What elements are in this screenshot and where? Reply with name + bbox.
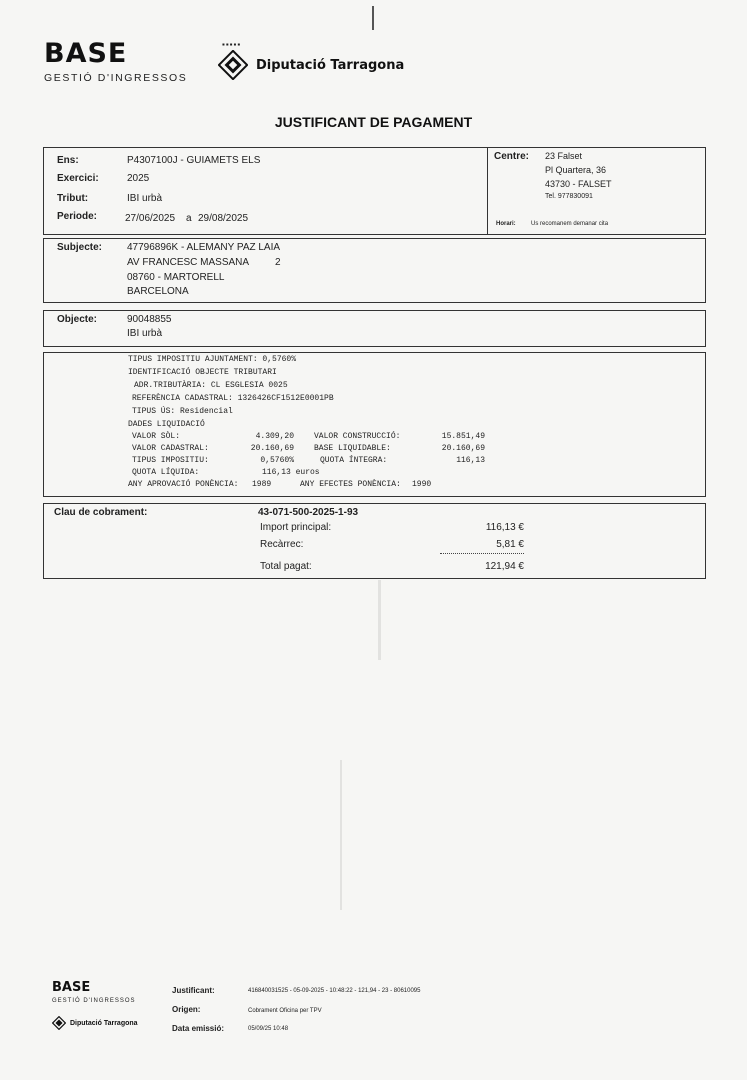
quota-liquida-label: QUOTA LÍQUIDA:	[132, 468, 200, 477]
diputacio-name: Diputació Tarragona	[256, 58, 405, 73]
diputacio-emblem-icon	[218, 50, 248, 80]
footer-origen-label: Origen:	[172, 1005, 201, 1014]
any-aprovacio-value: 1989	[252, 480, 272, 489]
centre-line-3: 43730 - FALSET	[545, 179, 612, 189]
any-efectes-value: 1990	[412, 480, 432, 489]
footer-diputacio-name: Diputació Tarragona	[70, 1020, 138, 1027]
footer-data-value: 05/09/25 10:48	[248, 1026, 289, 1032]
crown-icon: ▪▪▪▪▪	[222, 40, 242, 49]
valor-cadastral-value: 20.160,69	[250, 444, 294, 453]
footer-diputacio-emblem-icon	[52, 1016, 66, 1030]
tribut-label: Tribut:	[57, 193, 89, 204]
objecte-type: IBI urbà	[127, 328, 163, 339]
paper-crease	[340, 760, 342, 910]
centre-phone: Tel. 977830091	[545, 193, 593, 200]
subjecte-address: AV FRANCESC MASSANA	[127, 257, 250, 268]
footer-justificant-label: Justificant:	[172, 986, 215, 995]
subjecte-province: BARCELONA	[127, 286, 189, 297]
tipus-impositiu-label: TIPUS IMPOSITIU:	[132, 456, 209, 465]
total-separator	[440, 553, 524, 554]
dades-heading: DADES LIQUIDACIÓ	[128, 420, 205, 429]
subjecte-name: 47796896K - ALEMANY PAZ LAIA	[127, 242, 281, 253]
objecte-id: 90048855	[127, 314, 172, 325]
valor-construccio-label: VALOR CONSTRUCCIÓ:	[314, 432, 401, 441]
quota-liquida-value: 116,13 euros	[262, 468, 320, 477]
periode-separator: a	[186, 213, 192, 224]
horari-value: Us recomanem demanar cita	[531, 221, 609, 227]
footer-justificant-value: 416840031525 - 05-09-2025 - 10:48:22 - 121,94 - 23 - 80610095	[248, 988, 421, 994]
clau-cobrament-value: 43-071-500-2025-1-93	[258, 507, 359, 518]
ens-value: P4307100J - GUIAMETS ELS	[127, 155, 261, 166]
subjecte-label: Subjecte:	[57, 242, 103, 253]
valor-sol-label: VALOR SÒL:	[132, 432, 181, 441]
valor-sol-value: 4.309,20	[255, 432, 294, 441]
identificacio-heading: IDENTIFICACIÓ OBJECTE TRIBUTARI	[128, 368, 277, 377]
page-title: JUSTIFICANT DE PAGAMENT	[274, 114, 473, 130]
centre-line-2: Pl Quartera, 36	[545, 165, 607, 175]
base-liquidable-value: 20.160,69	[441, 444, 485, 453]
recarrec-label: Recàrrec:	[260, 539, 304, 550]
total-pagat-value: 121,94 €	[485, 561, 524, 572]
exercici-label: Exercici:	[57, 173, 99, 184]
subjecte-city: 08760 - MARTORELL	[127, 272, 225, 283]
recarrec-value: 5,81 €	[496, 539, 524, 550]
tipus-impositiu-value: 0,5760%	[260, 456, 294, 465]
subjecte-address-number: 2	[275, 257, 281, 268]
centre-label: Centre:	[494, 151, 530, 162]
base-logo-subtitle: GESTIÓ D'INGRESSOS	[44, 72, 188, 84]
objecte-label: Objecte:	[57, 314, 98, 325]
tipus-us: TIPUS ÚS: Residencial	[132, 407, 233, 416]
valor-construccio-value: 15.851,49	[441, 432, 485, 441]
import-principal-value: 116,13 €	[485, 522, 524, 533]
base-liquidable-label: BASE LIQUIDABLE:	[314, 444, 391, 453]
valor-cadastral-label: VALOR CADASTRAL:	[132, 444, 209, 453]
tribut-value: IBI urbà	[127, 193, 163, 204]
total-pagat-label: Total pagat:	[260, 561, 312, 572]
any-aprovacio-label: ANY APROVACIÓ PONÈNCIA:	[128, 480, 239, 489]
periode-from: 27/06/2025	[125, 213, 176, 224]
base-logo: BASE	[44, 38, 128, 69]
any-efectes-label: ANY EFECTES PONÈNCIA:	[300, 480, 401, 489]
quota-integra-value: 116,13	[456, 456, 485, 465]
paper-crease	[372, 6, 374, 30]
centre-line-1: 23 Falset	[545, 151, 583, 161]
periode-label: Periode:	[57, 211, 98, 222]
tipus-ajuntament: TIPUS IMPOSITIU AJUNTAMENT: 0,5760%	[128, 355, 297, 364]
periode-to: 29/08/2025	[198, 213, 249, 224]
paper-crease	[378, 580, 381, 660]
footer-data-label: Data emissió:	[172, 1024, 225, 1033]
ens-centre-divider	[487, 147, 488, 235]
referencia-cadastral: REFERÈNCIA CADASTRAL: 1326426CF1512E0001PB	[132, 394, 334, 403]
footer-base-subtitle: GESTIÓ D'INGRESSOS	[52, 998, 136, 1004]
ens-label: Ens:	[57, 155, 79, 166]
footer-origen-value: Cobrament Oficina per TPV	[248, 1008, 322, 1014]
import-principal-label: Import principal:	[260, 522, 332, 533]
adr-tributaria: ADR.TRIBUTÀRIA: CL ESGLESIA 0025	[134, 381, 288, 390]
footer-base-logo: BASE	[52, 980, 91, 995]
horari-label: Horari:	[496, 221, 516, 227]
exercici-value: 2025	[127, 173, 150, 184]
quota-integra-label: QUOTA ÍNTEGRA:	[320, 456, 388, 465]
clau-cobrament-label: Clau de cobrament:	[54, 507, 148, 518]
